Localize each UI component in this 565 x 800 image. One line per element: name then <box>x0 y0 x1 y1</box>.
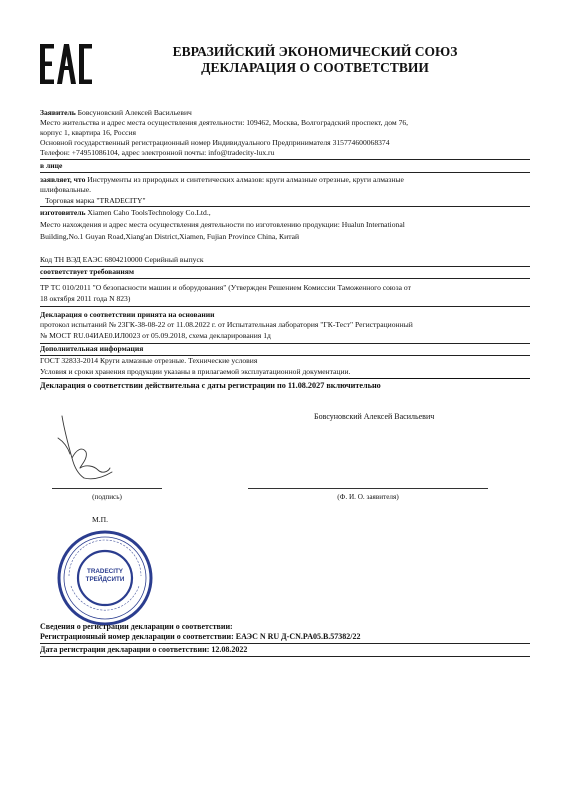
manufacturer-label: изготовитель <box>40 208 86 217</box>
divider <box>40 306 530 307</box>
validity-statement: Декларация о соответствии действительна с даты регистрации по 11.08.2027 включительно <box>40 381 381 390</box>
declares-line <box>40 175 404 185</box>
signature-caption: (подпись) <box>92 493 122 501</box>
applicant-address-1: Место жительства и адрес места осуществления деятельности: 109462, Москва, Волгоградский проспект, дом 76, <box>40 118 409 127</box>
divider <box>40 172 530 173</box>
divider <box>40 278 530 279</box>
applicant-line <box>40 108 192 118</box>
applicant-name: Бовсуновский Алексей Васильевич <box>75 108 192 117</box>
signature-line <box>52 488 162 489</box>
signature-scribble-icon <box>52 408 132 488</box>
manufacturer-address-1: Место нахождения и адрес места осуществления деятельности по изготовлению продукции: Hualun International <box>40 220 405 229</box>
applicant-contacts: Телефон: +74951086104, адрес электронной почты: info@tradecity-lux.ru <box>40 148 275 157</box>
divider <box>40 378 530 379</box>
manufacturer-address-2: Building,No.1 Guyan Road,Xiang'an District,Xiamen, Fujian Province China, Китай <box>40 232 300 241</box>
applicant-address-2: корпус 1, квартира 16, Россия <box>40 128 137 137</box>
requirements-text-2: 18 октября 2011 года N 823) <box>40 294 131 303</box>
registration-number: Регистрационный номер декларации о соответствии: ЕАЭС N RU Д-CN.PA05.B.57382/22 <box>40 632 361 641</box>
handwritten-signature <box>52 408 132 488</box>
stamp-text <box>82 568 128 583</box>
declares-text-2: шлифовальные. <box>40 185 92 194</box>
registration-date: Дата регистрации декларации о соответствии: 12.08.2022 <box>40 645 248 654</box>
header-declaration-title: ДЕКЛАРАЦИЯ О СООТВЕТСТВИИ <box>201 60 429 75</box>
stamp-line-2: ТРЕЙДСИТИ <box>85 575 125 583</box>
seal-place-label: М.П. <box>92 515 109 524</box>
eac-logo <box>38 44 94 84</box>
name-line <box>248 488 488 489</box>
company-stamp <box>55 528 155 628</box>
manufacturer-line <box>40 208 211 218</box>
tn-ved-code: Код ТН ВЭД ЕАЭС 6804210000 Серийный выпуск <box>40 255 204 264</box>
divider <box>40 656 530 657</box>
requirements-text-1: ТР ТС 010/2011 "О безопасности машин и оборудования" (Утвержден Решением Комиссии Таможенного союза от <box>40 283 411 292</box>
divider <box>40 643 530 644</box>
applicant-ogrn: Основной государственный регистрационный номер Индивидуального Предпринимателя 315774600068374 <box>40 138 390 147</box>
stamp-line-1: TRADECITY <box>86 568 124 575</box>
header-union-title: ЕВРАЗИЙСКИЙ ЭКОНОМИЧЕСКИЙ СОЮЗ <box>172 44 458 59</box>
divider <box>40 159 530 160</box>
eac-logo-icon <box>38 44 94 84</box>
additional-text-1: ГОСТ 32833-2014 Круги алмазные отрезные. Технические условия <box>40 356 258 365</box>
signer-name: Бовсуновский Алексей Васильевич <box>314 412 435 421</box>
additional-label: Дополнительная информация <box>40 344 144 353</box>
applicant-label: Заявитель <box>40 108 76 117</box>
additional-text-2: Условия и сроки хранения продукции указаны в прилагаемой эксплуатационной документации. <box>40 367 351 376</box>
declares-text-1: Инструменты из природных и синтетических алмазов: круги алмазные отрезные, круги алмазные <box>85 175 404 184</box>
divider <box>40 206 530 207</box>
basis-text-1: протокол испытаний № 23ГК-38-08-22 от 11.08.2022 г. от Испытательная лаборатория "ГК-Тест" Регистрационный <box>40 320 413 329</box>
registration-title: Сведения о регистрации декларации о соответствии: <box>40 622 233 631</box>
applicant-name-caption: (Ф. И. О. заявителя) <box>337 493 399 501</box>
declares-label: заявляет, что <box>40 175 86 184</box>
basis-label: Декларация о соответствии принята на основании <box>40 310 215 319</box>
basis-text-2: № МОСТ RU.04ИАЕ0.ИЛ0023 от 05.09.2018, схема декларирования 1д <box>40 331 271 340</box>
manufacturer-name: Xiamen Caho ToolsTechnology Co.Ltd., <box>85 208 211 217</box>
in-person-label: в лице <box>40 161 63 170</box>
requirements-label: соответствует требованиям <box>40 267 135 276</box>
trademark: Торговая марка "TRADECITY" <box>45 196 146 205</box>
